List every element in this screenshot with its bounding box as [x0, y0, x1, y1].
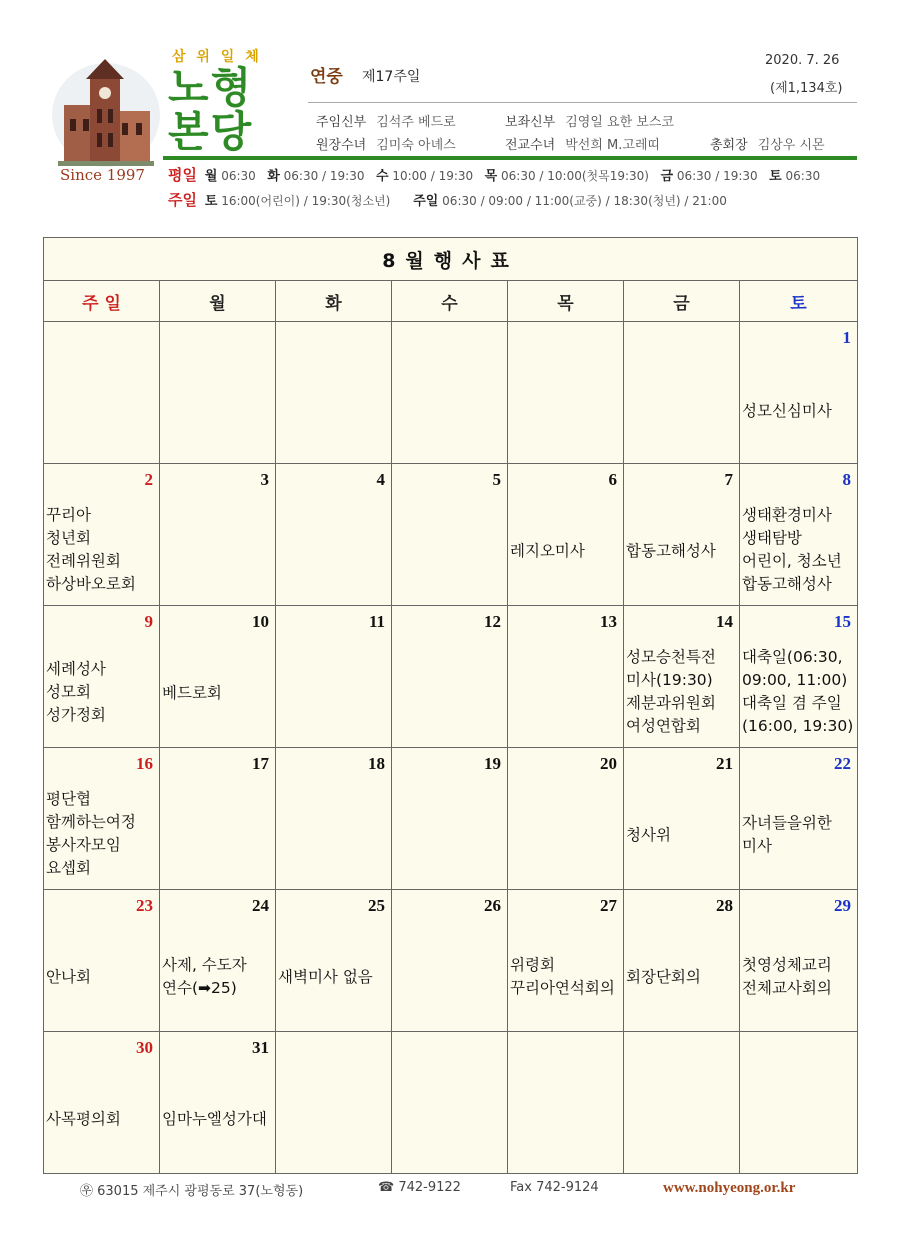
day-number: 14: [716, 612, 733, 631]
calendar-week-row: [44, 1032, 858, 1174]
day-events: [742, 504, 856, 596]
event-item: (16:00, 19:30): [742, 717, 854, 735]
day-number: 8: [842, 470, 852, 489]
calendar-day-cell: [508, 1032, 624, 1174]
event-item: 회장단회의: [626, 968, 701, 986]
event-item: 꾸리아연석회의: [510, 979, 615, 997]
event-item: 성가정회: [46, 706, 106, 724]
weekday-header: 주 일: [44, 281, 160, 322]
event-item: 사제, 수도자: [162, 956, 247, 974]
day-number: 21: [716, 754, 733, 773]
calendar-day-cell: [44, 748, 160, 890]
day-number: 31: [252, 1038, 269, 1057]
day-events: [742, 812, 856, 858]
calendar-day-cell: [740, 748, 858, 890]
since-year: Since 1997: [60, 166, 145, 184]
event-item: 평단협: [46, 790, 91, 808]
day-number: 23: [136, 896, 153, 915]
day-number: 3: [260, 470, 269, 489]
calendar-week-row: [44, 322, 858, 464]
footer-fax: Fax 742-9124: [510, 1180, 599, 1195]
event-item: 하상바오로회: [46, 575, 136, 593]
calendar-day-cell: [740, 322, 858, 464]
calendar-day-cell: [624, 322, 740, 464]
calendar-day-cell: [44, 1032, 160, 1174]
calendar-day-cell: [624, 606, 740, 748]
day-number: 27: [600, 896, 617, 915]
staff-assistant-priest: 보좌신부 김영일 요한 보스코: [505, 115, 674, 130]
event-item: 성모신심미사: [742, 402, 832, 420]
calendar-day-cell: [44, 890, 160, 1032]
day-number: 30: [136, 1038, 153, 1057]
day-events: [742, 954, 856, 1000]
event-item: 전례위원회: [46, 552, 121, 570]
weekday-header: 금: [624, 281, 740, 322]
calendar-day-cell: [740, 606, 858, 748]
calendar-day-cell: [392, 322, 508, 464]
calendar-day-cell: [276, 890, 392, 1032]
event-item: 봉사자모임: [46, 836, 121, 854]
day-number: 12: [484, 612, 501, 631]
day-events: [510, 954, 622, 1000]
event-item: 합동고해성사: [742, 575, 832, 593]
calendar-day-cell: [740, 1032, 858, 1174]
event-item: 연수(➡25): [162, 979, 237, 997]
day-events: [626, 540, 738, 563]
day-number: 19: [484, 754, 501, 773]
calendar-day-cell: [276, 464, 392, 606]
calendar-day-cell: [276, 322, 392, 464]
event-item: 생태탐방: [742, 529, 802, 547]
event-item: 레지오미사: [510, 542, 585, 560]
calendar-day-cell: [508, 748, 624, 890]
sunday-week: 제17주일: [362, 69, 421, 85]
footer-address: ㉾ 63015 제주시 광평동로 37(노형동): [80, 1184, 304, 1199]
calendar-day-cell: [276, 606, 392, 748]
calendar-day-cell: [624, 1032, 740, 1174]
calendar-day-cell: [508, 464, 624, 606]
event-item: 제분과위원회: [626, 694, 716, 712]
day-number: 9: [144, 612, 153, 631]
calendar-week-row: [44, 606, 858, 748]
calendar-day-cell: [160, 464, 276, 606]
calendar-day-cell: [392, 1032, 508, 1174]
event-item: 성모승천특전: [626, 648, 716, 666]
day-number: 2: [144, 470, 153, 489]
slogan: 삼 위 일 체: [172, 49, 262, 65]
day-number: 13: [600, 612, 617, 631]
day-number: 24: [252, 896, 269, 915]
day-number: 16: [136, 754, 153, 773]
calendar-day-cell: [276, 748, 392, 890]
day-number: 7: [724, 470, 733, 489]
event-item: 여성연합회: [626, 717, 701, 735]
weekday-mass-times: 평일 월 06:30 화 06:30 / 19:30 수 10:00 / 19:30 목 06:30 / 10:00(첫목19:30) 금 06:30 / 19:30 토 06:30: [168, 166, 821, 184]
event-calendar: [43, 237, 858, 1174]
weekday-header: 화: [276, 281, 392, 322]
event-item: 요셉회: [46, 859, 91, 877]
calendar-day-cell: [508, 322, 624, 464]
staff-council-president: 총회장 김상우 시몬: [710, 138, 825, 153]
day-number: 18: [368, 754, 385, 773]
weekday-header: 수: [392, 281, 508, 322]
calendar-day-cell: [276, 1032, 392, 1174]
calendar-day-cell: [160, 748, 276, 890]
event-item: 전체교사회의: [742, 979, 832, 997]
calendar-day-cell: [392, 748, 508, 890]
day-number: 6: [608, 470, 617, 489]
event-item: 성모회: [46, 683, 91, 701]
event-item: 어린이, 청소년: [742, 552, 842, 570]
calendar-week-row: [44, 890, 858, 1032]
calendar-day-cell: [508, 890, 624, 1032]
day-events: [46, 504, 158, 596]
calendar-day-cell: [44, 322, 160, 464]
event-item: 대축일(06:30,: [742, 648, 843, 666]
event-item: 베드로회: [162, 684, 222, 702]
calendar-day-cell: [624, 748, 740, 890]
calendar-day-cell: [740, 890, 858, 1032]
calendar-day-cell: [624, 464, 740, 606]
event-item: 대축일 겸 주일: [742, 694, 842, 712]
day-number: 11: [368, 612, 385, 631]
event-item: 사목평의회: [46, 1110, 121, 1128]
calendar-day-cell: [160, 322, 276, 464]
staff-pastor: 주임신부 김석주 베드로: [316, 115, 456, 130]
issue-number: (제1,134호): [770, 81, 843, 96]
event-item: 첫영성체교리: [742, 956, 832, 974]
day-number: 25: [368, 896, 385, 915]
day-number: 5: [492, 470, 501, 489]
day-events: [46, 658, 158, 727]
calendar-day-cell: [392, 890, 508, 1032]
bulletin-date: 2020. 7. 26: [765, 53, 840, 68]
weekday-header: 목: [508, 281, 624, 322]
event-item: 함께하는여정: [46, 813, 136, 831]
event-item: 생태환경미사: [742, 506, 832, 524]
day-number: 1: [842, 328, 852, 347]
day-events: [162, 1108, 274, 1131]
calendar-day-cell: [392, 606, 508, 748]
day-events: [742, 646, 856, 738]
day-events: [46, 1108, 158, 1131]
calendar-day-cell: [392, 464, 508, 606]
weekday-header: 월: [160, 281, 276, 322]
day-number: 26: [484, 896, 501, 915]
calendar-day-cell: [624, 890, 740, 1032]
staff-mission-sister: 전교수녀 박선희 M.고레띠: [505, 138, 661, 153]
day-events: [510, 540, 622, 563]
calendar-day-cell: [44, 606, 160, 748]
day-number: 20: [600, 754, 617, 773]
calendar-day-cell: [740, 464, 858, 606]
calendar-title: 8월행사표: [44, 238, 858, 281]
liturgical-season: 연중: [310, 67, 343, 87]
day-number: 15: [834, 612, 852, 631]
staff-superior-sister: 원장수녀 김미숙 아녜스: [316, 138, 456, 153]
day-events: [626, 824, 738, 847]
church-logo-image: [50, 55, 162, 170]
calendar-day-cell: [44, 464, 160, 606]
event-item: 안나회: [46, 968, 91, 986]
event-item: 위령회: [510, 956, 555, 974]
footer-website-link[interactable]: www.nohyeong.or.kr: [663, 1180, 796, 1196]
day-number: 28: [716, 896, 733, 915]
calendar-day-cell: [160, 890, 276, 1032]
day-number: 29: [834, 896, 852, 915]
day-events: [162, 954, 274, 1000]
day-events: [46, 788, 158, 880]
event-item: 임마누엘성가대: [162, 1110, 267, 1128]
sunday-mass-times: 주일 토 16:00(어린이) / 19:30(청소년) 주일 06:30 / 09:00 / 11:00(교중) / 18:30(청년) / 21:00: [168, 191, 727, 209]
header-green-bar: [163, 156, 857, 160]
event-item: 청년회: [46, 529, 91, 547]
header-divider: [308, 102, 857, 103]
event-item: 꾸리아: [46, 506, 91, 524]
day-events: [46, 966, 158, 989]
calendar-day-cell: [160, 606, 276, 748]
footer-phone: ☎ 742-9122: [378, 1180, 461, 1195]
day-number: 22: [834, 754, 852, 773]
event-item: 미사(19:30): [626, 671, 713, 689]
day-number: 10: [252, 612, 269, 631]
day-events: [626, 646, 738, 738]
parish-name-line2: 본당: [168, 107, 254, 156]
day-number: 4: [376, 470, 385, 489]
event-item: 청사위: [626, 826, 671, 844]
weekday-header: 토: [740, 281, 858, 322]
calendar-day-cell: [160, 1032, 276, 1174]
event-item: 합동고해성사: [626, 542, 716, 560]
parish-name-line1: 노형: [168, 63, 254, 112]
day-events: [742, 400, 856, 423]
calendar-week-row: [44, 748, 858, 890]
calendar-day-cell: [508, 606, 624, 748]
day-number: 17: [252, 754, 269, 773]
event-item: 미사: [742, 837, 772, 855]
day-events: [626, 966, 738, 989]
event-item: 09:00, 11:00): [742, 671, 848, 689]
calendar-week-row: [44, 464, 858, 606]
event-item: 자녀들을위한: [742, 814, 832, 832]
event-item: 새벽미사 없음: [278, 968, 373, 986]
day-events: [278, 966, 390, 989]
event-item: 세례성사: [46, 660, 106, 678]
day-events: [162, 682, 274, 705]
